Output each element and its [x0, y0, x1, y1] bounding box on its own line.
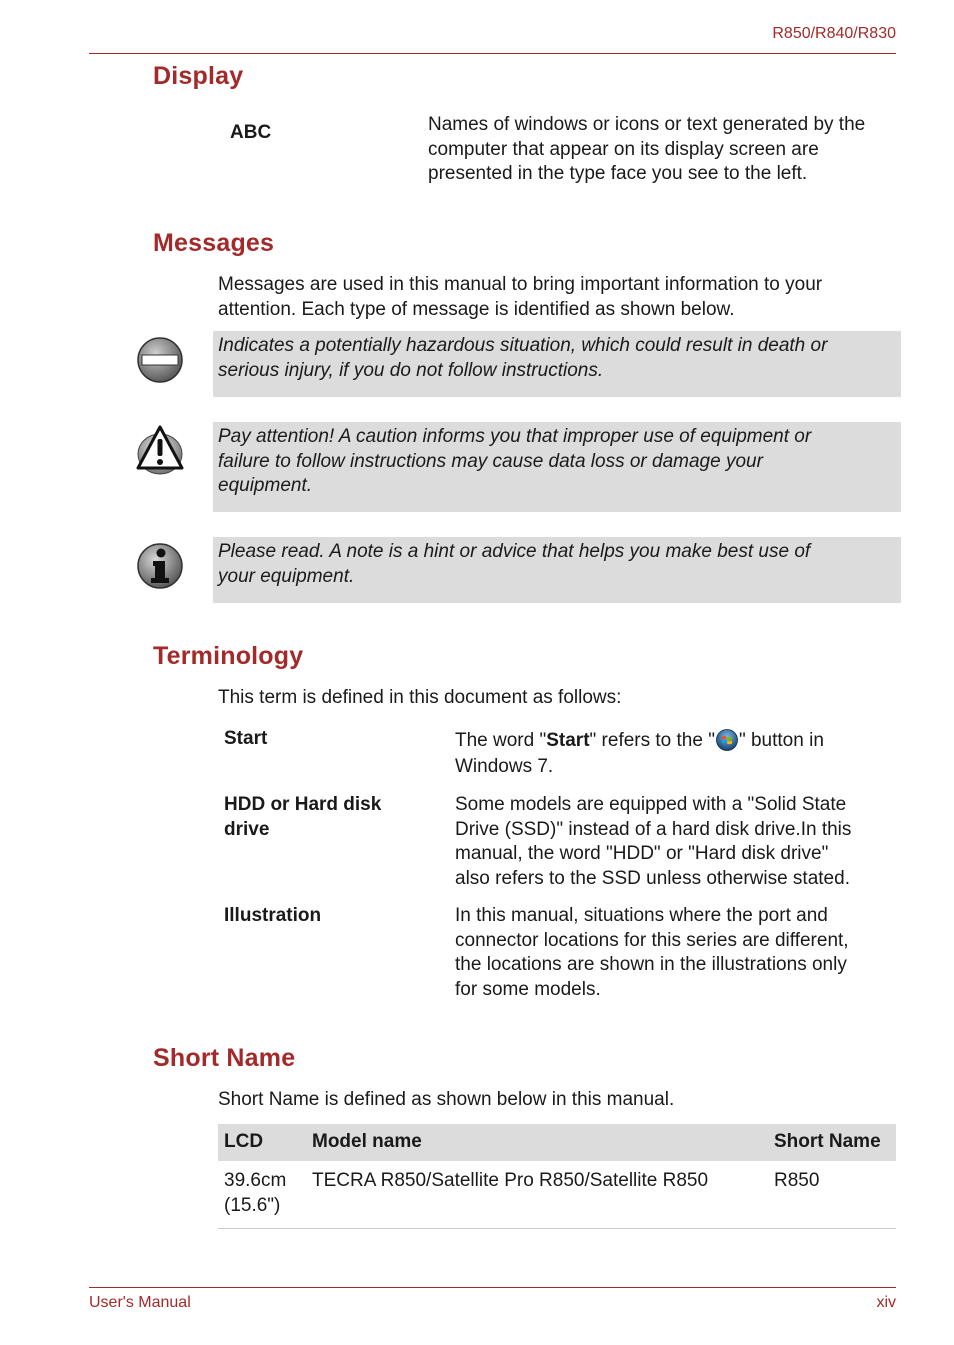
term-hdd-definition [455, 793, 895, 891]
hdd-def-line2: Drive (SSD)" instead of a hard disk drive.In this [455, 818, 852, 840]
header-model-number: R850/R840/R830 [772, 25, 896, 42]
term-illustration: Illustration [224, 905, 322, 926]
table-row [218, 1161, 896, 1229]
start-def-bold: Start [546, 730, 590, 751]
caution-icon [136, 424, 184, 472]
hdd-def-line4: also refers to the SSD unless otherwise stated. [455, 867, 850, 889]
footer-rule [89, 1287, 896, 1288]
section-title-terminology: Terminology [153, 642, 304, 670]
table-header-row [218, 1124, 896, 1161]
caution-message-line2: failure to follow instructions may cause data loss or damage your [218, 450, 763, 472]
illustration-def-line1: In this manual, situations where the port and [455, 905, 828, 926]
section-title-short-name: Short Name [153, 1044, 296, 1072]
illustration-def-line4: for some models. [455, 978, 601, 1000]
start-def-mid: " refers to the " [589, 730, 715, 751]
display-term: ABC [230, 122, 272, 143]
start-def-prefix: The word " [455, 730, 547, 751]
danger-icon [136, 336, 184, 384]
section-title-messages: Messages [153, 229, 275, 257]
table-header-model-name: Model name [306, 1124, 768, 1161]
section-title-display: Display [153, 62, 244, 90]
caution-message-line3: equipment. [218, 475, 313, 496]
term-hdd-line1: HDD or Hard disk [224, 794, 382, 815]
lcd-line1: 39.6cm [224, 1170, 287, 1191]
danger-message-box [213, 331, 901, 397]
table-cell-model-name: TECRA R850/Satellite Pro R850/Satellite R850 [306, 1161, 768, 1229]
table-cell-short-name: R850 [768, 1161, 896, 1229]
caution-message-line1: Pay attention! A caution informs you that improper use of equipment or [218, 426, 812, 447]
windows-start-icon [716, 729, 738, 751]
messages-intro [218, 273, 898, 322]
lcd-line2: (15.6") [224, 1194, 281, 1216]
start-def-line2: Windows 7. [455, 756, 554, 777]
table-cell-lcd [218, 1161, 306, 1229]
short-name-intro: Short Name is defined as shown below in this manual. [218, 1089, 675, 1110]
info-message-line2: your equipment. [218, 565, 355, 587]
messages-intro-line1: Messages are used in this manual to bring important information to your [218, 274, 823, 295]
term-hdd-line2: drive [224, 818, 270, 840]
info-icon [136, 542, 184, 590]
danger-message-line1: Indicates a potentially hazardous situation, which could result in death or [218, 335, 828, 356]
term-hdd [224, 793, 381, 842]
illustration-def-line2: connector locations for this series are different, [455, 929, 849, 951]
illustration-def-line3: the locations are shown in the illustrations only [455, 954, 847, 975]
danger-message-line2: serious injury, if you do not follow instructions. [218, 359, 604, 381]
header-rule [89, 53, 896, 54]
table-header-lcd: LCD [218, 1124, 306, 1161]
display-definition: Names of windows or icons or text generated by the computer that appear on its display screen are presented in the type face you see to the left. [428, 114, 866, 184]
terminology-intro: This term is defined in this document as follows: [218, 687, 622, 708]
info-message-line1: Please read. A note is a hint or advice that helps you make best use of [218, 541, 811, 562]
term-start-definition [455, 727, 895, 780]
caution-message-box [213, 422, 901, 512]
footer-manual-title: User's Manual [89, 1294, 191, 1311]
term-illustration-definition [455, 904, 895, 1002]
hdd-def-line1: Some models are equipped with a "Solid State [455, 794, 847, 815]
start-def-suffix: " button in [738, 730, 824, 751]
messages-intro-line2: attention. Each type of message is identified as shown below. [218, 298, 735, 320]
hdd-def-line3: manual, the word "HDD" or "Hard disk drive" [455, 843, 829, 864]
footer-page-number: xiv [876, 1294, 896, 1311]
table-header-short-name: Short Name [768, 1124, 896, 1161]
term-start: Start [224, 728, 268, 749]
short-name-table [218, 1124, 896, 1229]
info-message-box [213, 537, 901, 603]
